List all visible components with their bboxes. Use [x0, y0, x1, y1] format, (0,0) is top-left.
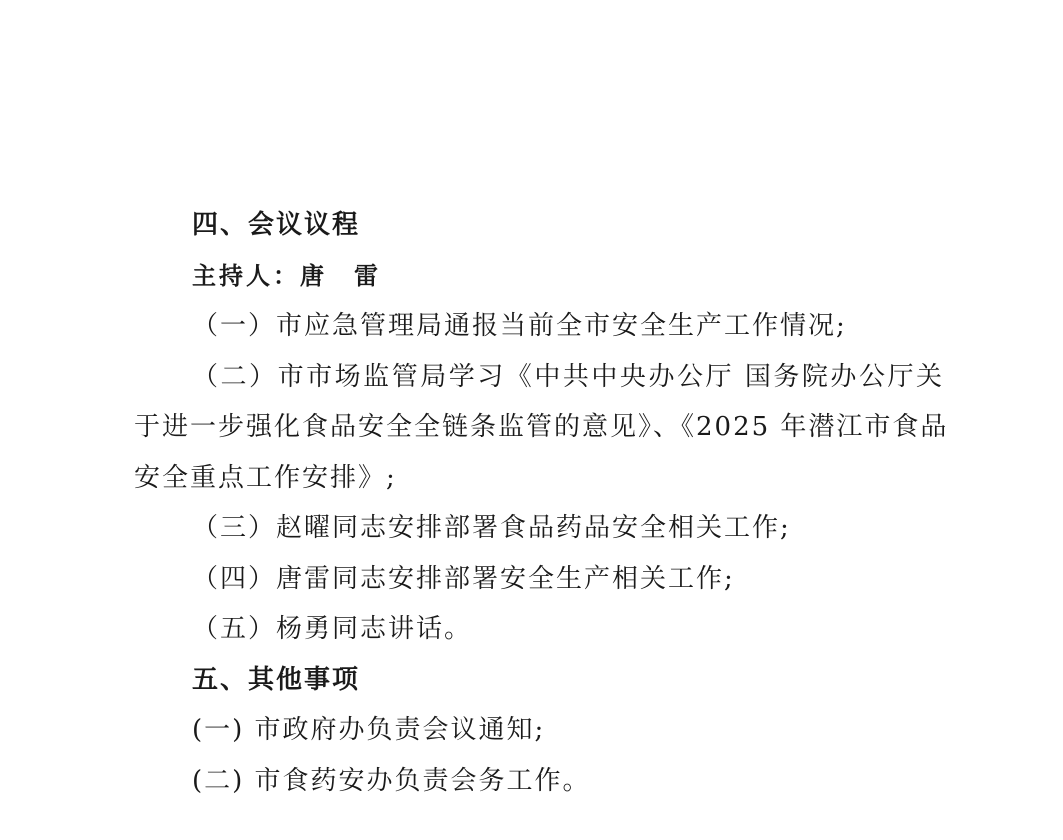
agenda-item-4: （四）唐雷同志安排部署安全生产相关工作; [192, 564, 735, 594]
other-item-2: (二) 市食药安办负责会务工作。 [192, 766, 591, 796]
other-item-1: (一) 市政府办负责会议通知; [192, 715, 546, 745]
section-heading-other-matters: 五、其他事项 [192, 665, 361, 695]
agenda-item-3: （三）赵曜同志安排部署食品药品安全相关工作; [192, 513, 791, 543]
agenda-item-5: （五）杨勇同志讲话。 [192, 614, 473, 644]
agenda-item-2-line-3: 安全重点工作安排》; [134, 463, 397, 493]
agenda-item-1: （一）市应急管理局通报当前全市安全生产工作情况; [192, 311, 847, 341]
host-line: 主持人：唐 雷 [192, 262, 381, 290]
agenda-item-2-line-2: 于进一步强化食品安全全链条监管的意见》、《2025 年潜江市食品 [134, 412, 949, 442]
section-heading-agenda: 四、会议议程 [192, 210, 361, 240]
agenda-item-2-line-1: （二）市市场监管局学习《中共中央办公厅 国务院办公厅关 [192, 362, 944, 392]
